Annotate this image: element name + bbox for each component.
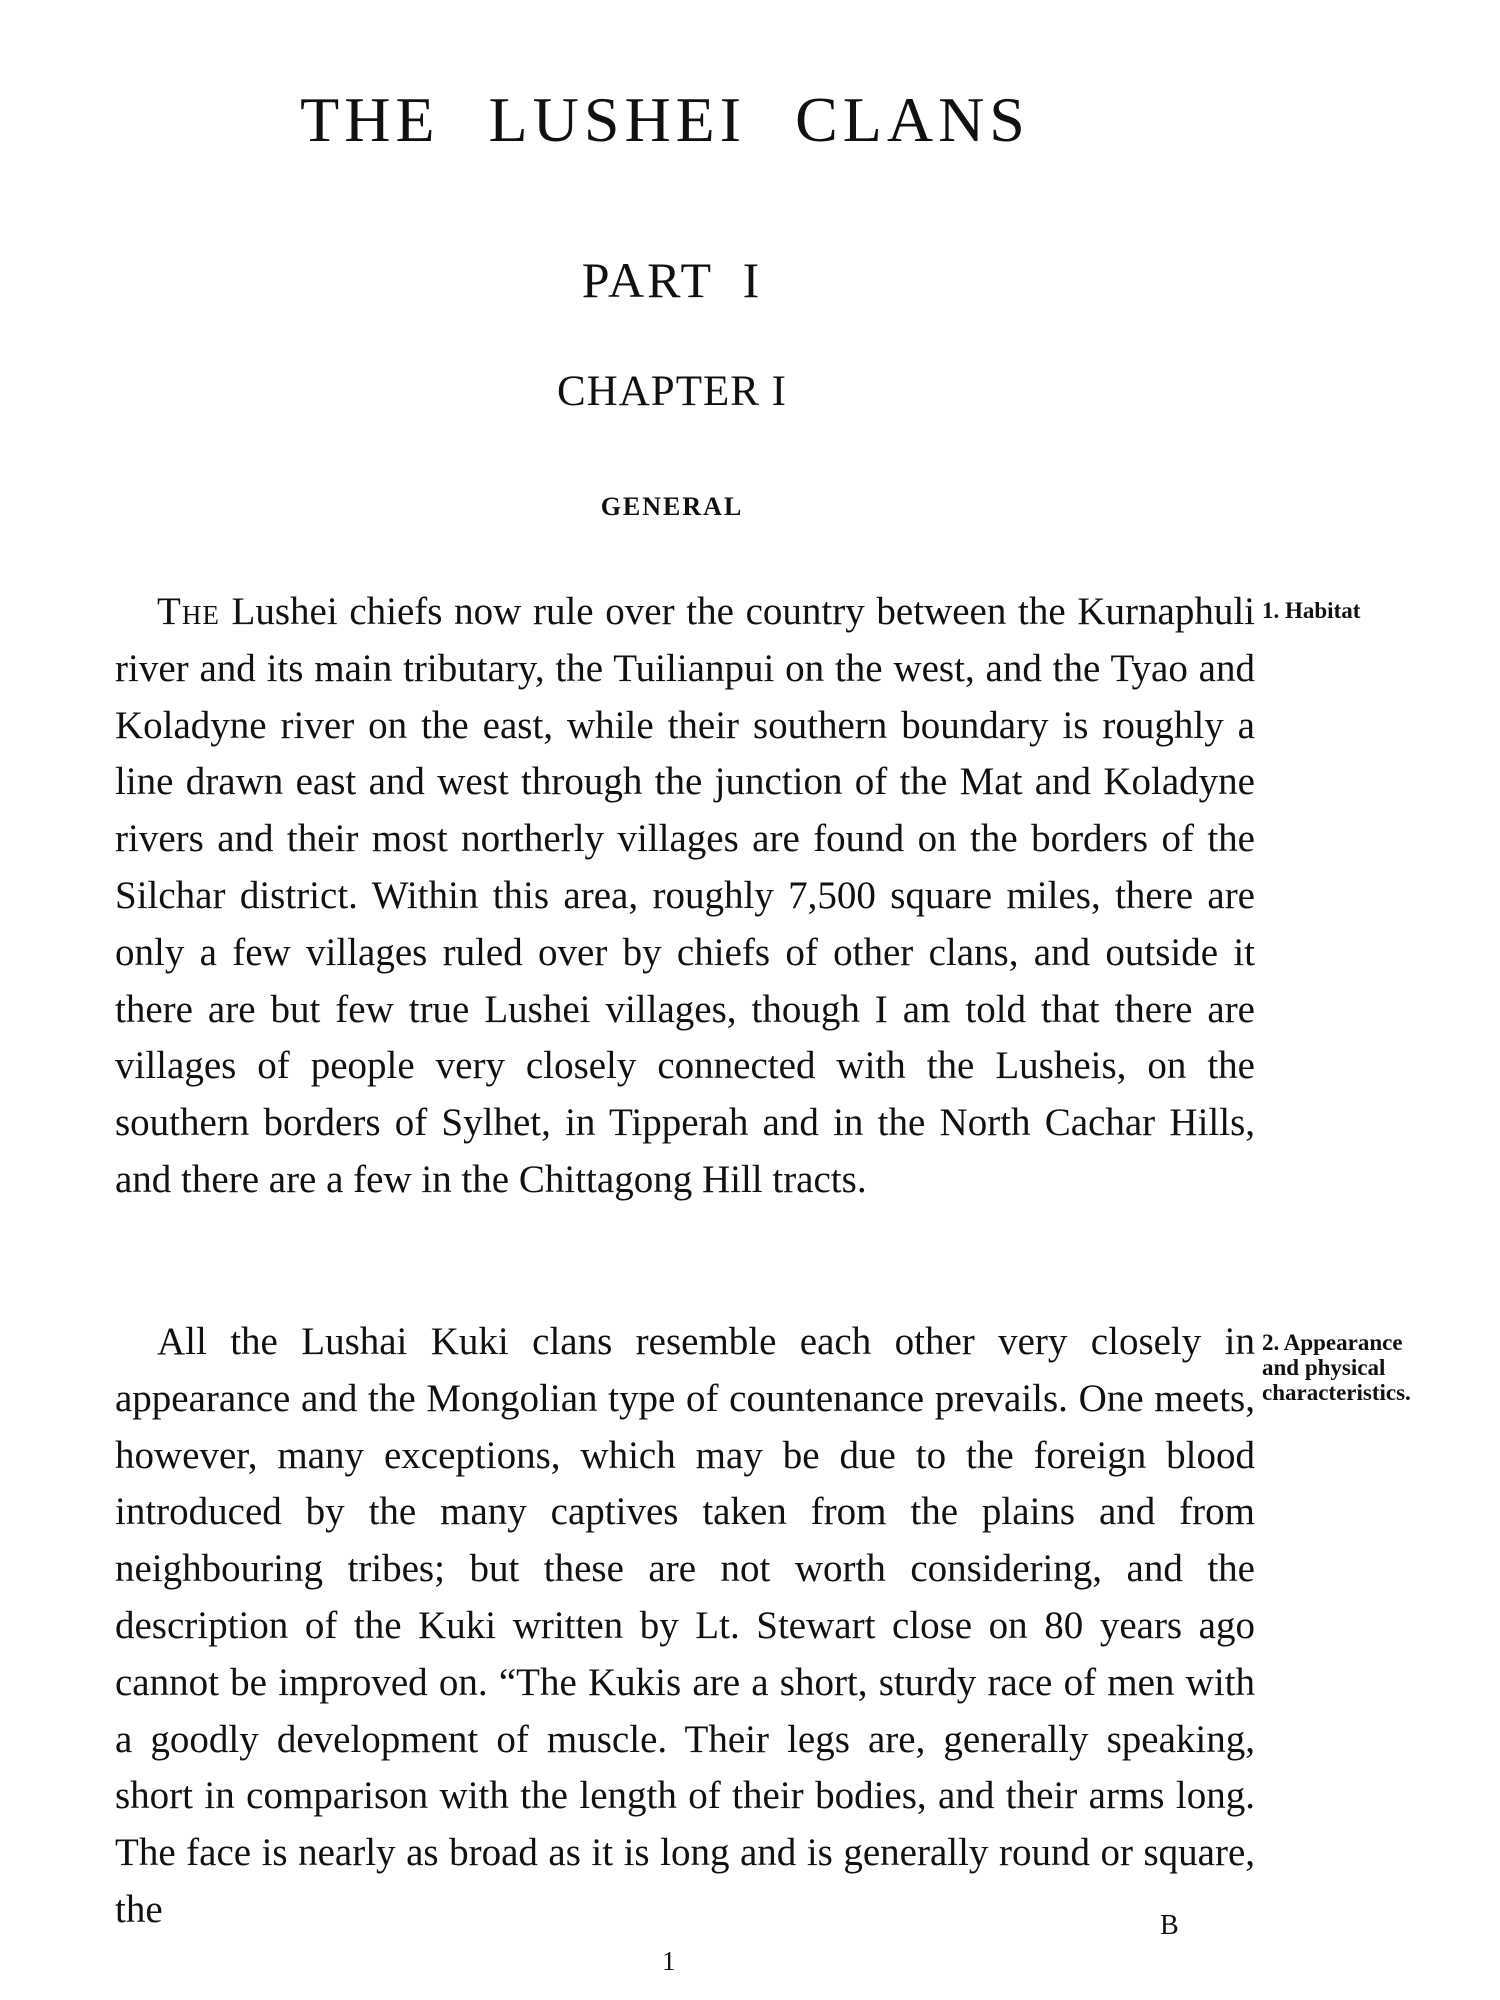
margin-note-habitat: 1. Habitat xyxy=(1262,598,1361,623)
paragraph-habitat-text: Lushei chiefs now rule over the country between the Kurnaphuli river and its main tributary, the Tuilianpui on the west, and the Tyao and Koladyne river on the east, while their southern boundary is roughly a line drawn east and west through the junction of the Mat and Koladyne rivers and their most northerly villages are found on the borders of the Silchar district. Within this area, roughly 7,500 square miles, there are only a few villages ruled over by chiefs of other clans, and outside it there are but few true Lushei villages, though I am told that there are villages of people very closely connected with the Lusheis, on the southern borders of Sylhet, in Tipperah and in the North Cachar Hills, and there are a few in the Chittagong Hill tracts. xyxy=(115,590,1255,1201)
page-number: 1 xyxy=(662,1946,676,1976)
paragraph-lead-word: The xyxy=(157,590,220,633)
chapter-heading: CHAPTER I xyxy=(557,368,787,415)
margin-note-appearance: 2. Appearance and physical characteristics. xyxy=(1262,1330,1411,1405)
section-heading: GENERAL xyxy=(600,492,744,521)
book-title: THE LUSHEI CLANS xyxy=(300,84,1030,155)
paragraph-appearance-text: All the Lushai Kuki clans resemble each other very closely in appearance and the Mongolian type of countenance prevails. One meets, however, many exceptions, which may be due to the foreign blood introduced by the many captives taken from the plains and from neighbouring tribes; but these are not worth considering, and the description of the Kuki written by Lt. Stewart close on 80 years ago cannot be improved on. “The Kukis are a short, sturdy race of men with a goodly development of muscle. Their legs are, generally speaking, short in comparison with the length of their bodies, and their arms long. The face is nearly as broad as it is long and is generally round or square, the xyxy=(115,1320,1255,1931)
part-heading: PART I xyxy=(581,252,763,308)
signature-mark: B xyxy=(1160,1910,1179,1941)
paragraph-appearance xyxy=(115,1314,1255,1939)
paragraph-habitat xyxy=(115,584,1255,1209)
